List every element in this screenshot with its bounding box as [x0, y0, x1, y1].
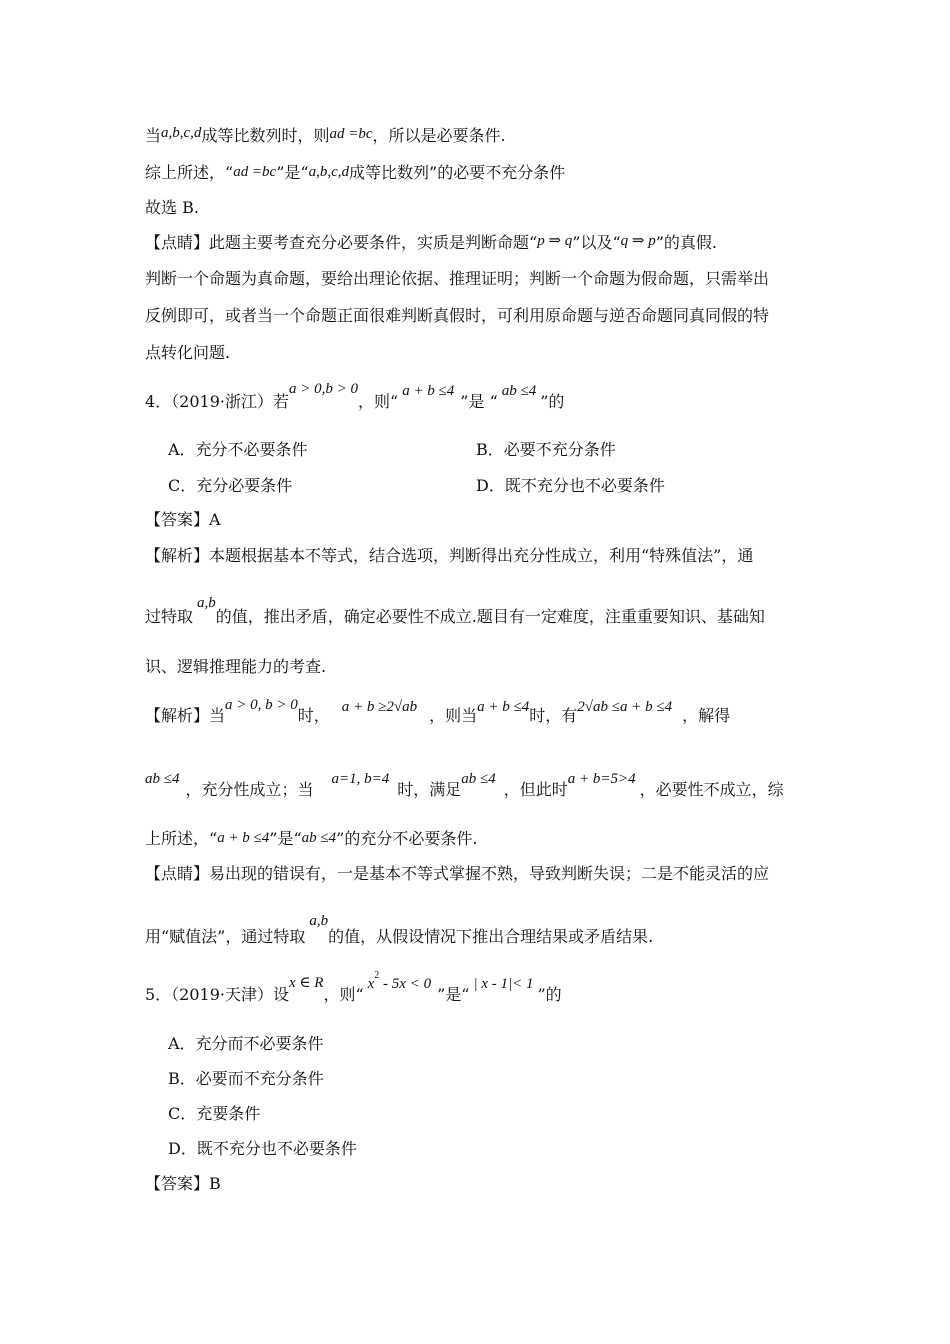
q4-solution-line-1	[145, 697, 731, 727]
text: ，但此时	[503, 780, 568, 799]
math: | x - 1|< 1	[473, 976, 534, 992]
math: q ⇒ p	[620, 233, 656, 249]
math: - 5x < 0	[379, 976, 432, 992]
prev-line-1	[145, 126, 506, 147]
text: 过特取	[145, 607, 194, 626]
math: a + b ≤4	[477, 699, 530, 715]
text: ”的	[540, 392, 565, 411]
prev-tip-line-4: 点转化问题.	[145, 343, 231, 362]
q5-answer: 【答案】B	[145, 1174, 221, 1193]
math: a,b	[197, 595, 216, 611]
q4-tip-line-1: 【点睛】易出现的错误有，一是基本不等式掌握不熟，导致判断失误；二是不能灵活的应	[145, 864, 770, 883]
text: 的值，从假设情况下推出合理结果或矛盾结果.	[328, 927, 654, 946]
text: ”的充分不必要条件.	[336, 829, 478, 848]
math: x	[367, 976, 375, 992]
q4-stem	[145, 381, 565, 413]
math: ad =bc	[329, 126, 373, 142]
prev-tip-line-3: 反例即可，或者当一个命题正面很难判断真假时，可利用原命题与逆否命题同真同假的特	[145, 306, 770, 325]
math: ab ≤4	[145, 771, 180, 787]
q5-option-d: D．既不充分也不必要条件	[168, 1139, 357, 1158]
question-number: 5．（2019·天津）设	[145, 985, 289, 1004]
math: 2√ab ≤a + b ≤4	[577, 699, 673, 715]
q4-solution-line-3	[145, 829, 477, 850]
q4-option-a: A．充分不必要条件	[168, 440, 308, 459]
question-number: 4．（2019·浙江）若	[145, 392, 289, 411]
text: ，必要性不成立，综	[639, 780, 784, 799]
text: 【点睛】此题主要考查充分必要条件，实质是判断命题“	[145, 233, 538, 252]
math: a + b=5>4	[567, 771, 636, 787]
q4-tip-line-2	[145, 913, 654, 948]
text: 时，有	[529, 706, 578, 725]
text: 用“赋值法”，通过特取	[145, 927, 306, 946]
q5-option-a: A．充分而不必要条件	[168, 1034, 324, 1053]
math: x ∈ R	[289, 975, 324, 991]
text: ”是“	[276, 163, 309, 182]
text: ”是“	[269, 829, 302, 848]
math-superscript: 2	[374, 970, 380, 981]
q5-stem	[145, 970, 562, 1008]
math: a > 0, b > 0	[225, 697, 298, 713]
text: ，则“	[323, 985, 364, 1004]
math: ab ≤4	[501, 383, 537, 399]
text: ，所以是必要条件.	[372, 126, 506, 145]
prev-line-3: 故选 B.	[145, 198, 199, 217]
prev-tip-line-1	[145, 233, 717, 254]
text: ”的	[537, 985, 562, 1004]
q5-option-b: B．必要而不充分条件	[168, 1069, 324, 1088]
text: 上所述，“	[145, 829, 218, 848]
q5-option-c: C．充要条件	[168, 1104, 261, 1123]
q4-option-d: D．既不充分也不必要条件	[476, 476, 665, 495]
text: 当	[145, 126, 162, 145]
q4-solution-line-2	[145, 771, 784, 801]
text: ”是“	[437, 985, 470, 1004]
prev-tip-line-2: 判断一个命题为真命题，要给出理论依据、推理证明；判断一个命题为假命题，只需举出	[145, 269, 770, 288]
math: a + b ≤4	[217, 830, 270, 846]
text: ，则“	[358, 392, 399, 411]
math: p ⇒ q	[537, 233, 573, 249]
text: ，解得	[682, 706, 731, 725]
math: a,b	[309, 913, 329, 929]
text: 【解析】当	[145, 706, 226, 725]
q4-answer: 【答案】A	[145, 510, 221, 529]
q4-analysis-line-1: 【解析】本题根据基本不等式，结合选项，判断得出充分性成立，利用“特殊值法”，通	[145, 546, 754, 565]
q4-analysis-line-2	[145, 595, 765, 628]
text: ，充分性成立；当	[185, 780, 314, 799]
math: a + b ≥2√ab	[341, 699, 418, 715]
math: a > 0,b > 0	[289, 381, 358, 397]
q4-analysis-line-3: 识、逻辑推理能力的考查.	[145, 657, 327, 676]
q4-option-c: C．充分必要条件	[168, 476, 293, 495]
math: a + b ≤4	[402, 383, 455, 399]
text: ”是 “	[460, 392, 498, 411]
math: a,b,c,d	[161, 125, 202, 141]
math: a,b,c,d	[308, 164, 350, 180]
text: ”以及“	[572, 233, 621, 252]
text: 的值，推出矛盾，确定必要性不成立.题目有一定难度，注重重要知识、基础知	[215, 607, 765, 626]
q4-option-b: B．必要不充分条件	[476, 440, 616, 459]
math: ad =bc	[233, 164, 277, 180]
text: 时，满足	[397, 780, 462, 799]
text: 成等比数列”的必要不充分条件	[349, 163, 566, 182]
text: 综上所述，“	[145, 163, 234, 182]
text: ，则当	[429, 706, 478, 725]
text: 成等比数列时，则	[201, 126, 330, 145]
math: ab ≤4	[301, 830, 337, 846]
text: ”的真假.	[655, 233, 717, 252]
math: ab ≤4	[461, 771, 496, 787]
math: a=1, b=4	[331, 771, 390, 787]
prev-line-2	[145, 163, 565, 184]
text: 时，	[297, 706, 330, 725]
